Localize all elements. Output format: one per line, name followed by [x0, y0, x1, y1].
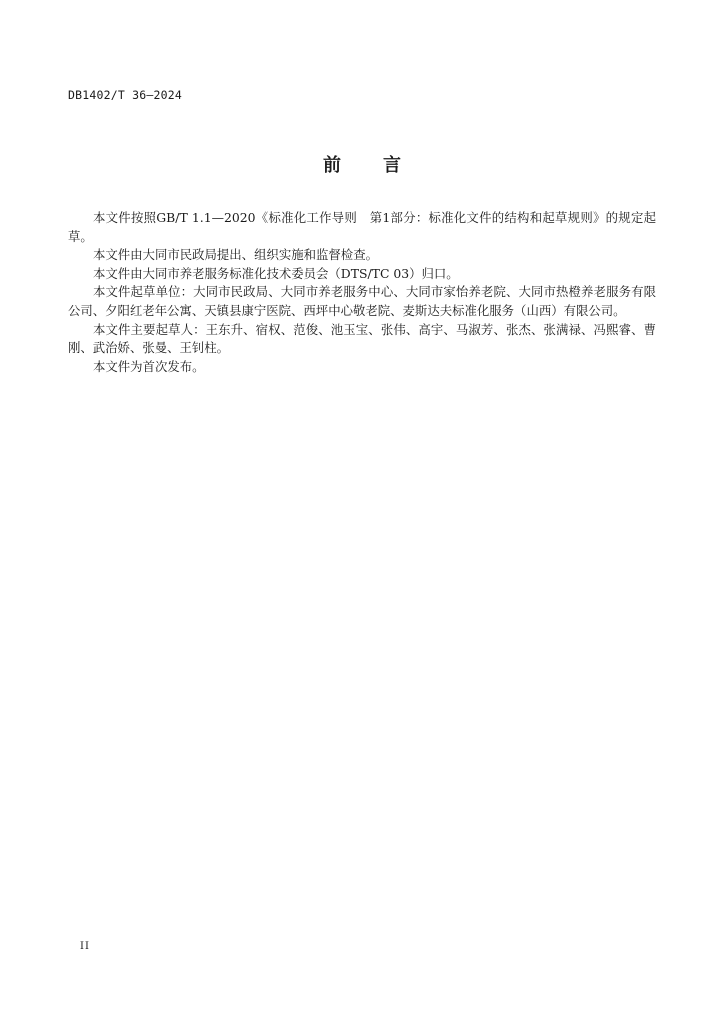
title-char-1: 前: [323, 155, 341, 176]
paragraph-drafting-basis: 本文件按照GB/T 1.1—2020《标准化工作导则 第1部分：标准化文件的结构和起草规则》的规定起草。: [68, 210, 656, 244]
page-title: [0, 151, 724, 177]
paragraph-technical-committee: 本文件由大同市养老服务标准化技术委员会（DTS/TC 03）归口。: [93, 265, 459, 281]
paragraph-first-release: 本文件为首次发布。: [93, 358, 205, 374]
page-number: II: [80, 941, 90, 952]
title-char-2: 言: [383, 155, 401, 176]
paragraph-drafters: 本文件主要起草人：王东升、宿权、范俊、池玉宝、张伟、高宇、马淑芳、张杰、张满禄、冯熙睿、曹刚、武治娇、张曼、王钊柱。: [68, 321, 656, 356]
paragraph-proposer: 本文件由大同市民政局提出、组织实施和监督检查。: [93, 247, 378, 263]
paragraph-drafting-units: 本文件起草单位：大同市民政局、大同市养老服务中心、大同市家怡养老院、大同市热橙养老服务有限公司、夕阳红老年公寓、天镇县康宁医院、西坪中心敬老院、麦斯达夫标准化服务（山西）有限公司。: [68, 284, 656, 318]
document-code: DB1402/T 36—2024: [68, 88, 182, 102]
foreword-body: [68, 209, 656, 376]
